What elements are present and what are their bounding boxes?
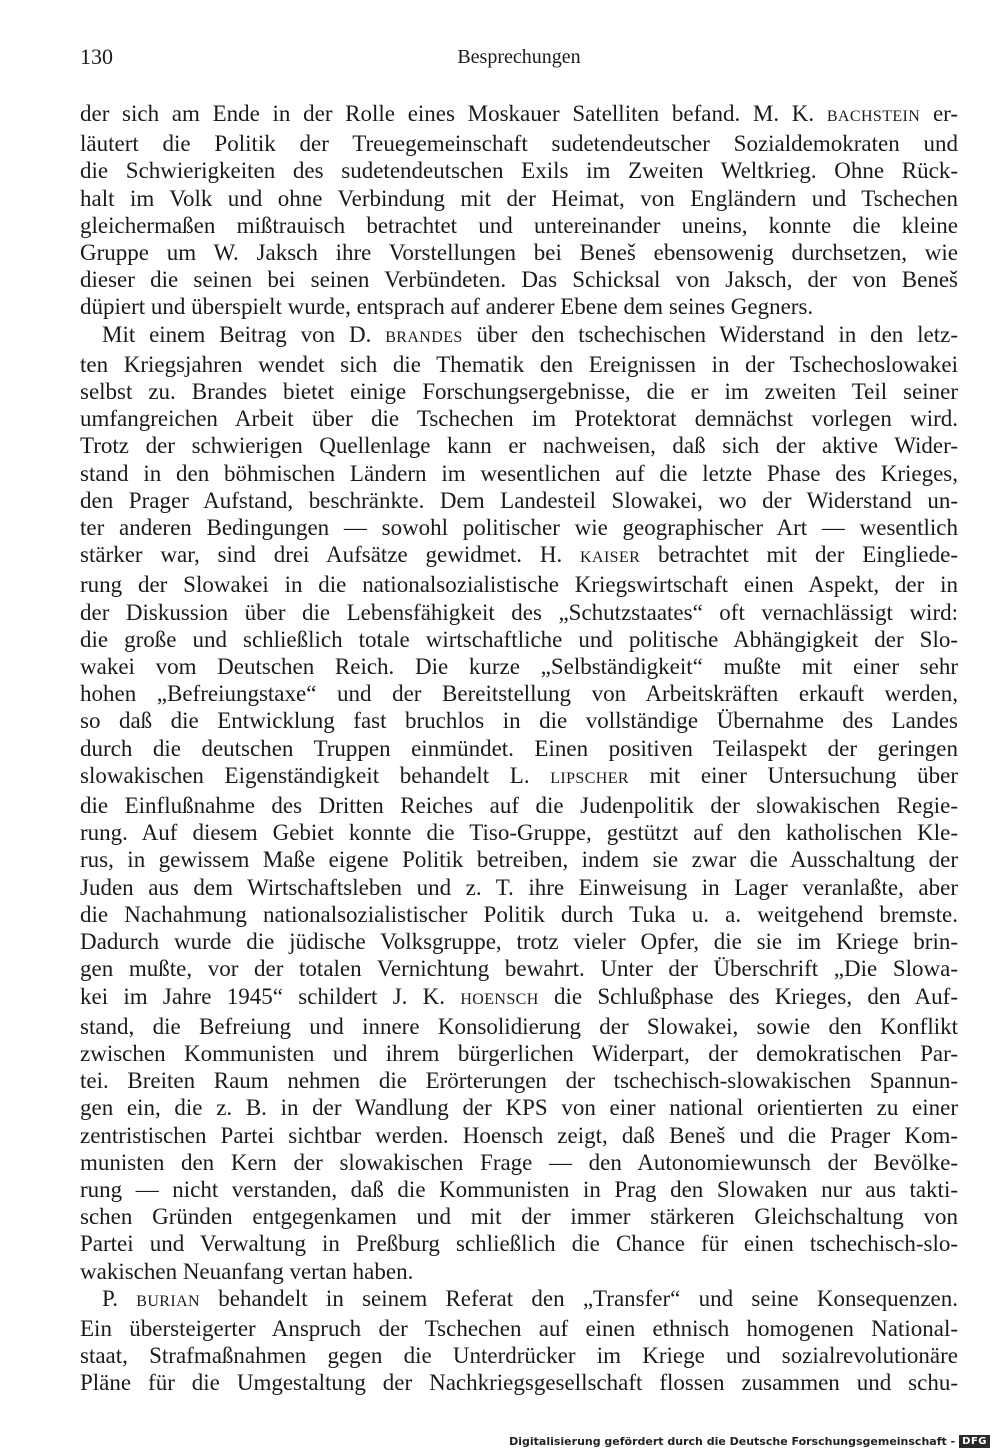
text-line: zentristischen Partei sichtbar werden. Hoensch zeigt, daß Beneš und die Prager Kom- <box>80 1122 958 1148</box>
text-line: dieser die seinen bei seinen Verbündeten. Das Schicksal von Jaksch, der von Beneš <box>80 267 958 293</box>
text-line: gen mußte, vor der totalen Vernichtung bewahrt. Unter der Überschrift „Die Slowa- <box>80 956 958 982</box>
text-line: düpiert und überspielt wurde, entsprach auf anderer Ebene dem seines Gegners. <box>80 294 814 320</box>
text-line: rus, in gewissem Maße eigene Politik betreiben, indem sie zwar die Ausschaltung der <box>80 847 958 873</box>
text-line: staat, Strafmaßnahmen gegen die Unterdrücker im Kriege und sozialrevolutionäre <box>80 1343 958 1369</box>
text-line: schen Gründen entgegenkamen und mit der immer stärkeren Gleichschaltung von <box>80 1204 958 1230</box>
text-line: die große und schließlich totale wirtschaftliche und politische Abhängigkeit der Slo- <box>80 626 958 652</box>
text-line: wakischen Neuanfang vertan haben. <box>80 1258 414 1284</box>
text-line: gleichermaßen mißtrauisch betrachtet und untereinander uneins, konnte die kleine <box>80 212 958 238</box>
text-line: Dadurch wurde die jüdische Volksgruppe, trotz vieler Opfer, die sie im Kriege brin- <box>80 929 958 955</box>
text-line: tei. Breiten Raum nehmen die Erörterungen der tschechisch-slowakischen Spannun- <box>80 1068 958 1094</box>
text-line: Ein übersteigerter Anspruch der Tschechen auf einen ethnisch homogenen National- <box>80 1315 958 1341</box>
author-name: BRANDES <box>385 328 463 346</box>
text-line: umfangreichen Arbeit über die Tschechen im Protektorat demnächst vorlegen wird. <box>80 406 958 432</box>
text-line: slowakischen Eigenständigkeit behandelt L. LIPSCHER mit einer Untersuchung über <box>80 762 959 788</box>
text-line: Trotz der schwierigen Quellenlage kann er nachweisen, daß sich der aktive Wider- <box>80 433 958 459</box>
author-name: LIPSCHER <box>550 769 629 787</box>
text-line: Gruppe um W. Jaksch ihre Vorstellungen bei Beneš ebensowenig durchsetzen, wie <box>80 240 958 266</box>
text-line: durch die deutschen Truppen einmündet. Einen positiven Teilaspekt der geringen <box>80 735 958 761</box>
text-line: den Prager Aufstand, beschränkte. Dem Landesteil Slowakei, wo der Widerstand un- <box>80 487 958 513</box>
text-line: kei im Jahre 1945“ schildert J. K. HOENSCH die Schlußphase des Krieges, den Auf- <box>80 983 958 1009</box>
text-line: stand in den böhmischen Ländern im wesentlichen auf die letzte Phase des Krieges, <box>80 460 958 486</box>
text-line: P. BURIAN behandelt in seinem Referat den „Transfer“ und seine Konsequenzen. <box>102 1285 959 1311</box>
dfg-logo-icon: DFG <box>959 1435 990 1448</box>
text-line: Mit einem Beitrag von D. BRANDES über den tschechischen Widerstand in den letz- <box>102 321 959 347</box>
body-text <box>80 100 958 1397</box>
text-line: wakei vom Deutschen Reich. Die kurze „Selbständigkeit“ mußte mit einer sehr <box>80 654 958 680</box>
author-name: HOENSCH <box>460 990 539 1008</box>
text-line: stand, die Befreiung und innere Konsolidierung der Slowakei, sowie den Konflikt <box>80 1013 958 1039</box>
text-line: ter anderen Bedingungen — sowohl politischer wie geographischer Art — wesentlich <box>80 515 958 541</box>
text-line: rung. Auf diesem Gebiet konnte die Tiso-Gruppe, gestützt auf den katholischen Kle- <box>80 820 958 846</box>
credit-text: Digitalisierung gefördert durch die Deutsche Forschungsgemeinschaft - <box>509 1434 956 1448</box>
author-name: BACHSTEIN <box>826 108 921 125</box>
text-line: halt im Volk und ohne Verbindung mit der Heimat, von Engländern und Tschechen <box>80 185 958 211</box>
text-line: Partei und Verwaltung in Preßburg schließlich die Chance für einen tschechisch-slo- <box>80 1231 958 1257</box>
text-line: hohen „Befreiungstaxe“ und der Bereitstellung von Arbeitskräften erkauft werden, <box>80 681 958 707</box>
text-line: munisten den Kern der slowakischen Frage — den Autonomiewunsch der Bevölke- <box>80 1149 958 1175</box>
text-line: ten Kriegsjahren wendet sich die Thematik den Ereignissen in der Tschechoslowakei <box>80 351 958 377</box>
text-line: stärker war, sind drei Aufsätze gewidmet. H. KAISER betrachtet mit der Eingliede- <box>80 542 959 568</box>
running-title: Besprechungen <box>457 46 581 68</box>
text-line: Juden aus dem Wirtschaftsleben und z. T. ihre Einweisung in Lager veranlaßte, aber <box>80 874 958 900</box>
text-line: der Diskussion über die Lebensfähigkeit des „Schutzstaates“ oft vernachlässigt wird: <box>80 599 958 625</box>
text-line: Pläne für die Umgestaltung der Nachkriegsgesellschaft flossen zusammen und schu- <box>80 1370 958 1396</box>
text-line: zwischen Kommunisten und ihrem bürgerlichen Widerpart, der demokratischen Par- <box>80 1040 958 1066</box>
author-name: KAISER <box>580 549 641 567</box>
page-number: 130 <box>80 44 113 69</box>
text-line: die Einflußnahme des Dritten Reiches auf die Judenpolitik der slowakischen Regie- <box>80 793 958 819</box>
text-line: die Schwierigkeiten des sudetendeutschen Exils im Zweiten Weltkrieg. Ohne Rück- <box>80 158 958 184</box>
text-line: gen ein, die z. B. in der Wandlung der KPS von einer national orientierten zu einer <box>80 1095 958 1121</box>
digitization-credit <box>509 1432 990 1450</box>
text-line: rung der Slowakei in die nationalsozialistische Kriegswirtschaft einen Aspekt, der in <box>80 572 958 598</box>
text-line: die Nachahmung nationalsozialistischer Politik durch Tuka u. a. weitgehend bremste. <box>80 901 958 927</box>
text-line: rung — nicht verstanden, daß die Kommunisten in Prag den Slowaken nur aus takti- <box>80 1176 958 1202</box>
author-name: BURIAN <box>136 1292 201 1310</box>
text-line: selbst zu. Brandes bietet einige Forschungsergebnisse, die er im zweiten Teil seiner <box>80 379 958 405</box>
text-line: läutert die Politik der Treuegemeinschaft sudetendeutscher Sozialdemokraten und <box>80 131 958 157</box>
text-line: so daß die Entwicklung fast bruchlos in die vollständige Übernahme des Landes <box>80 708 958 734</box>
page-header <box>80 44 958 74</box>
text-line: der sich am Ende in der Rolle eines Moskauer Satelliten befand. M. K. BACHSTEIN er- <box>80 101 959 126</box>
